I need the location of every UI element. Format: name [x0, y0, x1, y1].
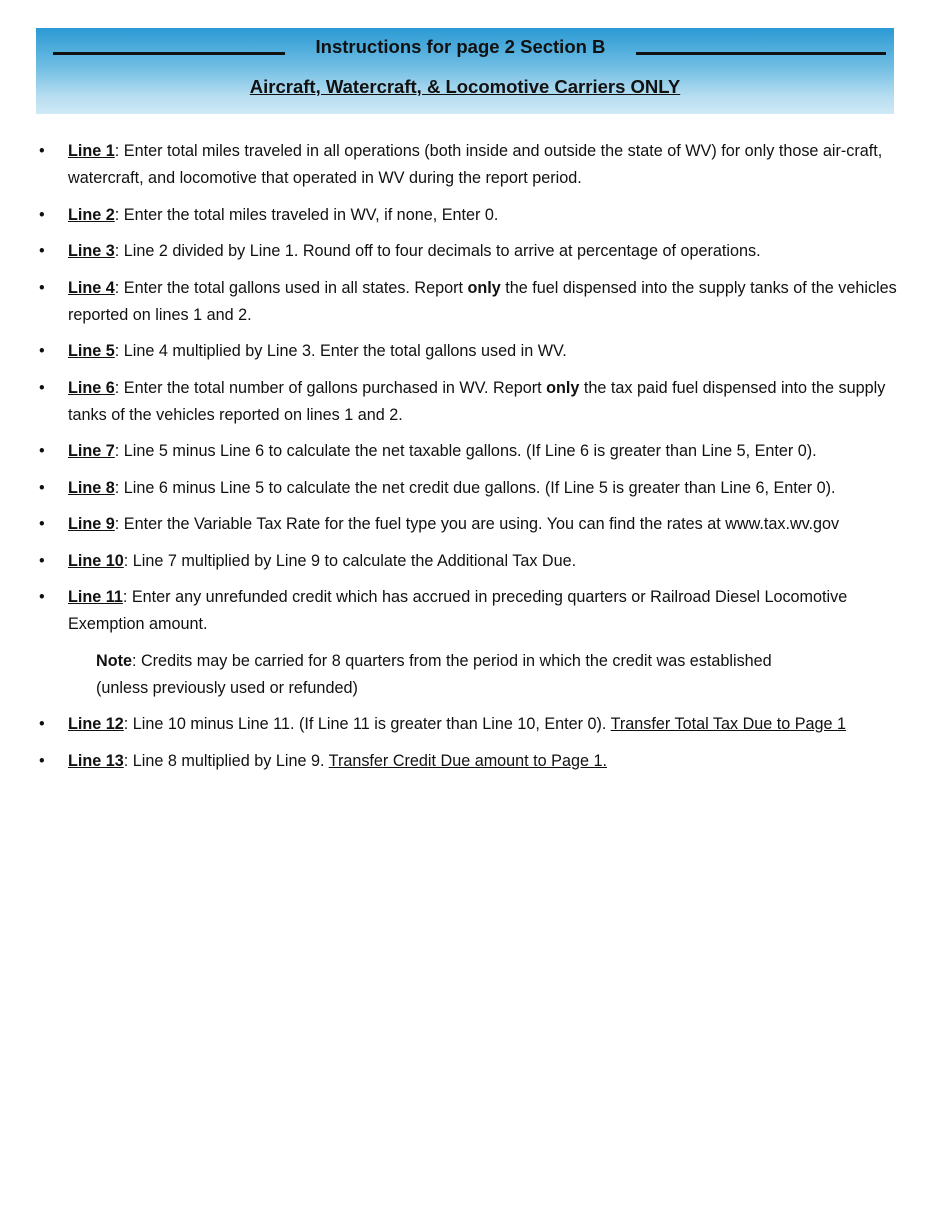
section-header-banner [36, 28, 894, 114]
line-label: Line 11 [68, 588, 123, 606]
line-text: : Enter the total number of gallons purchased in WV. Report [114, 378, 547, 397]
line-text-continued: the fuel dispensed into the supply tanks of the vehicles reported on lines 1 and 2. [68, 278, 897, 324]
line-label: Line 3 [68, 242, 115, 260]
line-text: : Line 10 minus Line 11. (If Line 11 is greater than Line 10, Enter 0). [123, 715, 611, 733]
line-label: Line 7 [68, 442, 115, 460]
line-text: : Enter the total miles traveled in WV, if none, Enter 0. [114, 205, 499, 224]
line-text: : Line 7 multiplied by Line 9 to calculate the Additional Tax Due. [123, 551, 577, 570]
instruction-line-7 [36, 438, 906, 465]
bullet-icon: • [39, 515, 45, 533]
instruction-line-12 [36, 711, 906, 738]
emphasis-only: only [467, 278, 501, 297]
line-label: Line 6 [68, 378, 115, 397]
line-label: Line 12 [68, 715, 124, 733]
instruction-line-5 [36, 338, 906, 365]
line-text: : Line 5 minus Line 6 to calculate the net taxable gallons. (If Line 6 is greater than Line 5, Enter 0). [114, 442, 817, 460]
bullet-icon: • [39, 242, 45, 260]
line-text: : Enter total miles traveled in all operations (both inside and outside the state of WV) for only those air-craft, watercraft, and locomotive that operated in WV during the report period. [68, 142, 883, 187]
line-text: : Line 6 minus Line 5 to calculate the net credit due gallons. (If Line 5 is greater than Line 6, Enter 0). [114, 478, 836, 497]
bullet-icon: • [39, 142, 45, 160]
line-text: : Line 4 multiplied by Line 3. Enter the total gallons used in WV. [114, 342, 567, 360]
instruction-line-6 [36, 375, 906, 429]
line-label: Line 1 [68, 142, 115, 160]
instruction-line-3 [36, 238, 906, 265]
transfer-instruction: Transfer Credit Due amount to Page 1. [328, 751, 607, 770]
line-text-continued: the tax paid fuel dispensed into the supply tanks of the vehicles reported on lines 1 and 2. [68, 378, 886, 424]
transfer-instruction: Transfer Total Tax Due to Page 1 [610, 715, 847, 733]
bullet-icon: • [39, 588, 45, 606]
note-label: Note [96, 651, 132, 670]
line-text: : Line 8 multiplied by Line 9. [123, 751, 329, 770]
bullet-icon: • [39, 478, 45, 497]
page-subtitle: Aircraft, Watercraft, & Locomotive Carriers ONLY [249, 76, 681, 97]
note-text-continued: (unless previously used or refunded) [96, 678, 358, 697]
instruction-line-13 [36, 748, 906, 775]
instruction-line-2 [36, 202, 906, 229]
line-label: Line 4 [68, 278, 115, 297]
line-label: Line 9 [68, 515, 115, 533]
bullet-icon: • [39, 751, 45, 770]
instruction-line-1 [36, 138, 906, 192]
note-text: : Credits may be carried for 8 quarters from the period in which the credit was established [131, 651, 772, 670]
line-label: Line 2 [68, 205, 115, 224]
title-row [36, 34, 894, 60]
instruction-list [36, 138, 906, 784]
page-title: Instructions for page 2 Section B [315, 36, 606, 57]
line-text: : Enter the total gallons used in all states. Report [114, 278, 468, 297]
line-label: Line 5 [68, 342, 115, 360]
credit-note [36, 648, 906, 702]
line-text: : Line 2 divided by Line 1. Round off to four decimals to arrive at percentage of operations. [114, 242, 761, 260]
title-rule-left [53, 52, 285, 55]
line-label: Line 8 [68, 478, 115, 497]
instruction-line-10 [36, 548, 906, 575]
bullet-icon: • [39, 342, 45, 360]
instruction-line-8 [36, 475, 906, 502]
line-text: : Enter any unrefunded credit which has accrued in preceding quarters or Railroad Diesel Locomotive Exemption amount. [68, 588, 848, 633]
bullet-icon: • [39, 378, 45, 397]
line-label: Line 10 [68, 551, 124, 570]
title-rule-right [636, 52, 886, 55]
emphasis-only: only [546, 378, 580, 397]
bullet-icon: • [39, 551, 45, 570]
instruction-line-11 [36, 584, 906, 638]
instruction-line-9 [36, 511, 906, 538]
line-text: : Enter the Variable Tax Rate for the fuel type you are using. You can find the rates at www.tax.wv.gov [114, 515, 840, 533]
bullet-icon: • [39, 278, 45, 297]
bullet-icon: • [39, 205, 45, 224]
bullet-icon: • [39, 715, 45, 733]
bullet-icon: • [39, 442, 45, 460]
line-label: Line 13 [68, 751, 124, 770]
instruction-line-4 [36, 275, 906, 329]
